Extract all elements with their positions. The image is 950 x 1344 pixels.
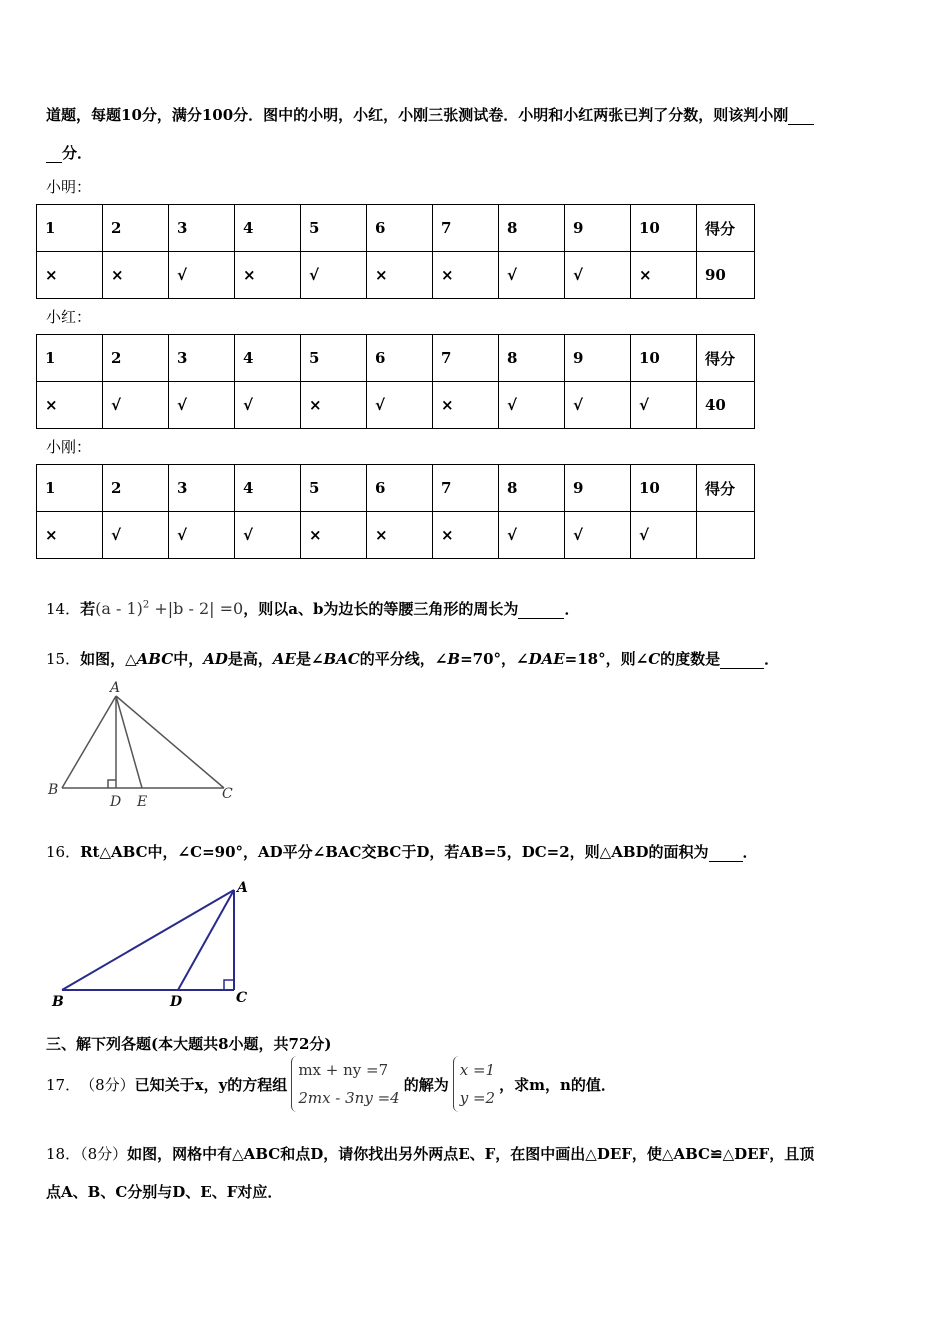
table-cell-mark: × <box>235 252 301 299</box>
table-cell: 10 <box>631 335 697 382</box>
table-cell: 7 <box>433 335 499 382</box>
table-cell-mark: √ <box>565 252 631 299</box>
table-cell: 9 <box>565 465 631 512</box>
q16-triangle-figure <box>44 874 264 1014</box>
q17-eq2: 2mx - 3ny =4 <box>298 1089 400 1107</box>
table-cell: 2 <box>103 335 169 382</box>
table-mark-row <box>37 512 755 559</box>
q15-var: DAE <box>528 650 565 668</box>
label-a: A <box>110 680 121 696</box>
table-cell: 4 <box>235 205 301 252</box>
q16-end: ． <box>742 843 758 861</box>
intro-text: 道题，每题10分，满分100分．图中的小明，小红，小刚三张测试卷．小明和小红两张已判了分数，则该判小刚 <box>46 106 789 124</box>
label-b: B <box>52 994 64 1010</box>
table-mark-row <box>37 252 755 299</box>
answer-blank <box>518 600 564 619</box>
table-header-row <box>37 205 755 252</box>
intro-suffix: 分． <box>62 144 93 162</box>
answer-blank <box>709 843 743 862</box>
q17-eq1: mx + ny =7 <box>298 1061 389 1079</box>
table-cell-mark: √ <box>499 512 565 559</box>
table-cell: 4 <box>235 465 301 512</box>
table-header-row <box>37 335 755 382</box>
table-cell: 10 <box>631 205 697 252</box>
table-cell: 9 <box>565 335 631 382</box>
label-c: C <box>222 786 233 802</box>
table-cell-mark: √ <box>631 512 697 559</box>
table-cell-mark: √ <box>499 382 565 429</box>
table-cell-mark: × <box>301 512 367 559</box>
bisector-ad <box>178 890 234 990</box>
table-cell: 5 <box>301 335 367 382</box>
table-cell: 1 <box>37 205 103 252</box>
table-cell: 5 <box>301 465 367 512</box>
table-cell: 10 <box>631 465 697 512</box>
question-15 <box>46 648 779 669</box>
answer-blank <box>788 106 814 125</box>
table-cell: 8 <box>499 335 565 382</box>
table-label-xiaoming: 小明： <box>46 178 92 196</box>
q15-text: 的度数是 <box>660 650 721 668</box>
table-cell-mark: √ <box>103 512 169 559</box>
q15-end: ． <box>764 650 780 668</box>
table-cell: 5 <box>301 205 367 252</box>
q14-expr-b: +|b - 2| =0 <box>149 599 244 618</box>
q15-text: 是高， <box>227 650 273 668</box>
label-d: D <box>170 994 183 1010</box>
table-cell: 3 <box>169 205 235 252</box>
table-cell-mark: × <box>367 512 433 559</box>
table-cell-mark: √ <box>565 382 631 429</box>
table-cell: 4 <box>235 335 301 382</box>
table-cell-score: 90 <box>697 252 755 299</box>
q17-tail: ，求m，n的值． <box>499 1075 616 1094</box>
table-cell-mark: × <box>433 382 499 429</box>
table-label-xiaohong: 小红： <box>46 308 92 326</box>
q17-mid: 的解为 <box>403 1075 449 1094</box>
table-cell: 7 <box>433 205 499 252</box>
q15-text: =18°，则∠ <box>564 650 649 668</box>
table-cell-mark: × <box>367 252 433 299</box>
q18-text: 如图，网格中有△ABC和点D，请你找出另外两点E、F，在图中画出△DEF，使△ABC≌△DEF，且顶 <box>127 1145 815 1163</box>
q15-var: ABC <box>136 650 174 668</box>
question-number: 16． <box>46 843 81 861</box>
table-cell-mark: √ <box>301 252 367 299</box>
q15-text: 如图，△ <box>80 650 137 668</box>
answer-blank <box>46 144 62 163</box>
table-cell: 8 <box>499 205 565 252</box>
q15-text: 的平分线，∠ <box>359 650 448 668</box>
table-cell: 1 <box>37 465 103 512</box>
table-header-row <box>37 465 755 512</box>
q14-end: ． <box>564 600 580 618</box>
question-number: 18． <box>46 1145 81 1163</box>
table-cell-mark: × <box>37 512 103 559</box>
table-cell: 7 <box>433 465 499 512</box>
table-cell: 1 <box>37 335 103 382</box>
question-number: 14． <box>46 600 81 618</box>
segment-ac <box>116 696 224 788</box>
right-angle-mark <box>224 980 234 990</box>
intro-line-2 <box>46 142 92 163</box>
table-cell-mark: √ <box>367 382 433 429</box>
table-cell-mark: × <box>301 382 367 429</box>
intro-line-1 <box>46 104 814 125</box>
q15-text: 中， <box>173 650 204 668</box>
table-cell-mark: √ <box>103 382 169 429</box>
table-cell-mark: × <box>37 252 103 299</box>
table-cell-mark: × <box>631 252 697 299</box>
table-cell-mark: × <box>433 252 499 299</box>
section-3-title: 三、解下列各题(本大题共8小题，共72分) <box>46 1035 332 1053</box>
q15-var: AD <box>203 650 228 668</box>
question-16 <box>46 841 758 862</box>
table-cell-score-header: 得分 <box>697 465 755 512</box>
q15-triangle-figure <box>44 676 244 810</box>
bisector-ae <box>116 696 142 788</box>
table-cell: 8 <box>499 465 565 512</box>
q17-equation-system <box>291 1056 399 1112</box>
q14-text: ，则以a、b为边长的等腰三角形的周长为 <box>243 600 519 618</box>
label-d: D <box>110 794 122 810</box>
q15-text: 是∠ <box>295 650 324 668</box>
table-cell-mark: √ <box>631 382 697 429</box>
table-cell-score-header: 得分 <box>697 335 755 382</box>
table-cell: 3 <box>169 465 235 512</box>
table-cell-mark: √ <box>565 512 631 559</box>
segment-ab <box>62 890 234 990</box>
q17-lead: 已知关于x，y的方程组 <box>134 1075 288 1094</box>
question-points: （8分） <box>80 1145 128 1163</box>
question-14 <box>46 598 579 619</box>
q15-var: B <box>447 650 461 668</box>
q14-equation <box>95 599 243 618</box>
question-points: （8分） <box>80 1075 135 1094</box>
q14-lead: 若 <box>80 600 96 618</box>
table-cell: 6 <box>367 205 433 252</box>
table-cell-mark: √ <box>169 382 235 429</box>
label-e: E <box>137 794 148 810</box>
table-cell-mark: × <box>37 382 103 429</box>
table-cell-score <box>697 512 755 559</box>
q16-text: Rt△ABC中，∠C=90°，AD平分∠BAC交BC于D，若AB=5，DC=2，则△ABD的面积为 <box>80 843 709 861</box>
table-cell: 6 <box>367 465 433 512</box>
table-cell: 2 <box>103 205 169 252</box>
question-18-line-1 <box>46 1143 814 1164</box>
label-c: C <box>236 990 248 1006</box>
table-cell-score-header: 得分 <box>697 205 755 252</box>
label-b: B <box>48 782 59 798</box>
table-mark-row <box>37 382 755 429</box>
right-angle-mark <box>108 780 116 788</box>
score-table-xiaohong <box>36 334 755 429</box>
table-cell-mark: √ <box>169 512 235 559</box>
table-cell: 9 <box>565 205 631 252</box>
table-cell-mark: √ <box>169 252 235 299</box>
table-cell-mark: √ <box>235 512 301 559</box>
q14-expr-a: (a - 1) <box>95 599 143 618</box>
q15-var: C <box>648 650 661 668</box>
table-cell-mark: √ <box>235 382 301 429</box>
q17-solution-system <box>453 1056 495 1112</box>
q15-var: AE <box>272 650 296 668</box>
q14-exponent: 2 <box>142 599 150 611</box>
table-cell: 3 <box>169 335 235 382</box>
score-table-xiaoming <box>36 204 755 299</box>
question-number: 15． <box>46 650 81 668</box>
question-17 <box>46 1056 616 1112</box>
answer-blank <box>720 650 764 669</box>
label-a: A <box>237 880 248 896</box>
q15-var: BAC <box>323 650 360 668</box>
score-table-xiaogang <box>36 464 755 559</box>
segment-ab <box>62 696 116 788</box>
table-cell-mark: × <box>103 252 169 299</box>
table-cell: 6 <box>367 335 433 382</box>
question-number: 17． <box>46 1075 81 1094</box>
q15-text: =70°，∠ <box>460 650 529 668</box>
q17-sol2: y =2 <box>459 1089 496 1107</box>
table-cell-score: 40 <box>697 382 755 429</box>
table-cell-mark: × <box>433 512 499 559</box>
table-label-xiaogang: 小刚： <box>46 438 92 456</box>
q17-sol1: x =1 <box>459 1061 496 1079</box>
table-cell: 2 <box>103 465 169 512</box>
question-18-line-2: 点A、B、C分别与D、E、F对应． <box>46 1183 283 1201</box>
table-cell-mark: √ <box>499 252 565 299</box>
